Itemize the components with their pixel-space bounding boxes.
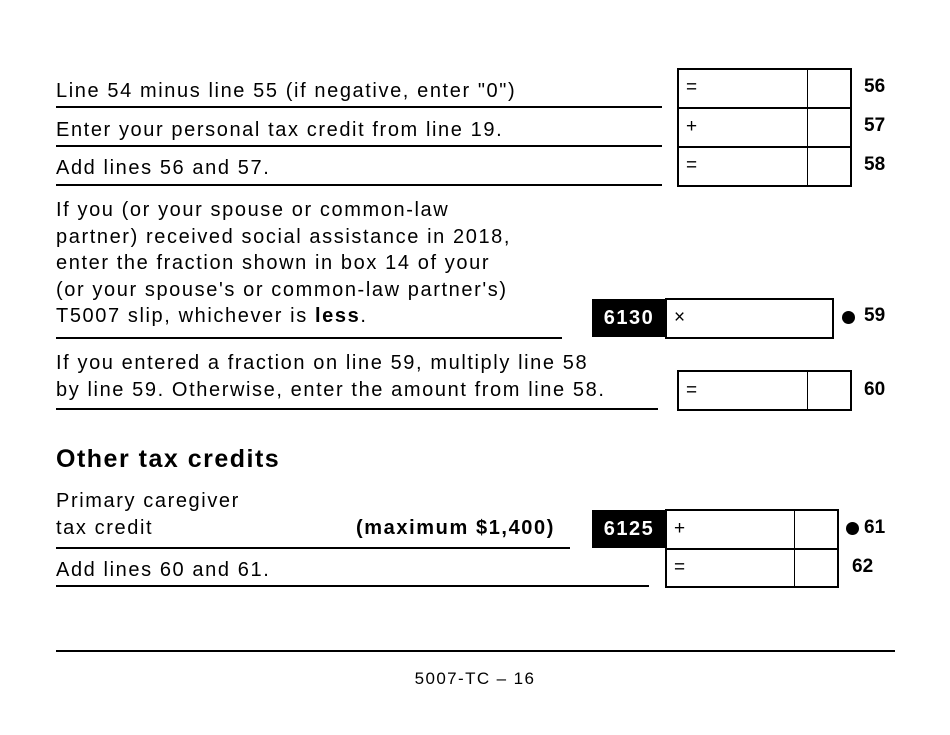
line-56-operator: = bbox=[686, 77, 698, 98]
line-59-text-5-bold: less bbox=[314, 305, 361, 327]
other-tax-credits-heading: Other tax credits bbox=[56, 445, 281, 473]
line-57-cents-divider bbox=[807, 108, 808, 147]
line-57-operator: + bbox=[686, 116, 698, 137]
line-60-description bbox=[56, 350, 606, 403]
line-61-description bbox=[56, 488, 240, 541]
line-59-code-6130: 6130 bbox=[592, 299, 666, 337]
line-60-number: 60 bbox=[864, 379, 886, 400]
line-59-description bbox=[56, 197, 511, 330]
line-62-underline bbox=[56, 585, 649, 587]
line-59-text-4: (or your spouse's or common-law partner's) bbox=[56, 278, 508, 301]
line-58-amount-field[interactable] bbox=[677, 146, 852, 187]
line-61-number: 61 bbox=[864, 517, 886, 538]
line-61-underline bbox=[56, 547, 570, 549]
line-61-bullet-icon bbox=[846, 522, 859, 535]
line-56-description: Line 54 minus line 55 (if negative, enter "0") bbox=[56, 80, 517, 102]
line-60-text-2: by line 59. Otherwise, enter the amount from line 58. bbox=[56, 378, 606, 401]
line-58-number: 58 bbox=[864, 154, 886, 175]
line-62-cents-divider bbox=[794, 549, 795, 587]
line-59-text-5-suffix: . bbox=[360, 305, 368, 327]
line-57-number: 57 bbox=[864, 115, 886, 136]
line-59-fraction-field[interactable] bbox=[665, 298, 834, 339]
line-59-text-5-prefix: T5007 slip, whichever is bbox=[56, 305, 315, 327]
line-61-cents-divider bbox=[794, 510, 795, 549]
line-59-operator: × bbox=[674, 307, 686, 328]
line-60-underline bbox=[56, 408, 658, 410]
line-56-cents-divider bbox=[807, 69, 808, 108]
line-62-number: 62 bbox=[852, 556, 874, 577]
line-58-description: Add lines 56 and 57. bbox=[56, 157, 271, 179]
line-59-text-5 bbox=[56, 303, 511, 330]
line-57-underline bbox=[56, 145, 662, 147]
line-56-underline bbox=[56, 106, 662, 108]
line-58-cents-divider bbox=[807, 147, 808, 186]
line-61-code-6125: 6125 bbox=[592, 510, 666, 548]
line-62-amount-field[interactable] bbox=[665, 548, 839, 588]
line-58-operator: = bbox=[686, 155, 698, 176]
line-61-text-1: Primary caregiver bbox=[56, 490, 240, 512]
line-59-underline bbox=[56, 337, 562, 339]
line-60-text-1: If you entered a fraction on line 59, multiply line 58 bbox=[56, 352, 589, 374]
line-57-amount-field[interactable] bbox=[677, 107, 852, 148]
line-59-text-3: enter the fraction shown in box 14 of your bbox=[56, 252, 491, 274]
line-57-description: Enter your personal tax credit from line 19. bbox=[56, 119, 504, 141]
line-59-number: 59 bbox=[864, 305, 886, 326]
line-60-amount-field[interactable] bbox=[677, 370, 852, 411]
footer-rule bbox=[56, 650, 895, 652]
line-61-amount-field[interactable] bbox=[665, 509, 839, 550]
line-58-underline bbox=[56, 184, 662, 186]
line-61-text-2: tax credit bbox=[56, 516, 154, 539]
line-60-cents-divider bbox=[807, 371, 808, 410]
line-59-bullet-icon bbox=[842, 311, 855, 324]
line-61-maximum-note: (maximum $1,400) bbox=[356, 517, 556, 539]
line-60-operator: = bbox=[686, 380, 698, 401]
line-62-description: Add lines 60 and 61. bbox=[56, 559, 271, 581]
page-number: 5007-TC – 16 bbox=[414, 669, 536, 688]
line-61-operator: + bbox=[674, 518, 686, 539]
line-56-number: 56 bbox=[864, 76, 886, 97]
line-62-operator: = bbox=[674, 557, 686, 578]
line-59-text-2: partner) received social assistance in 2018, bbox=[56, 225, 512, 248]
line-59-text-1: If you (or your spouse or common-law bbox=[56, 199, 450, 221]
line-56-amount-field[interactable] bbox=[677, 68, 852, 109]
